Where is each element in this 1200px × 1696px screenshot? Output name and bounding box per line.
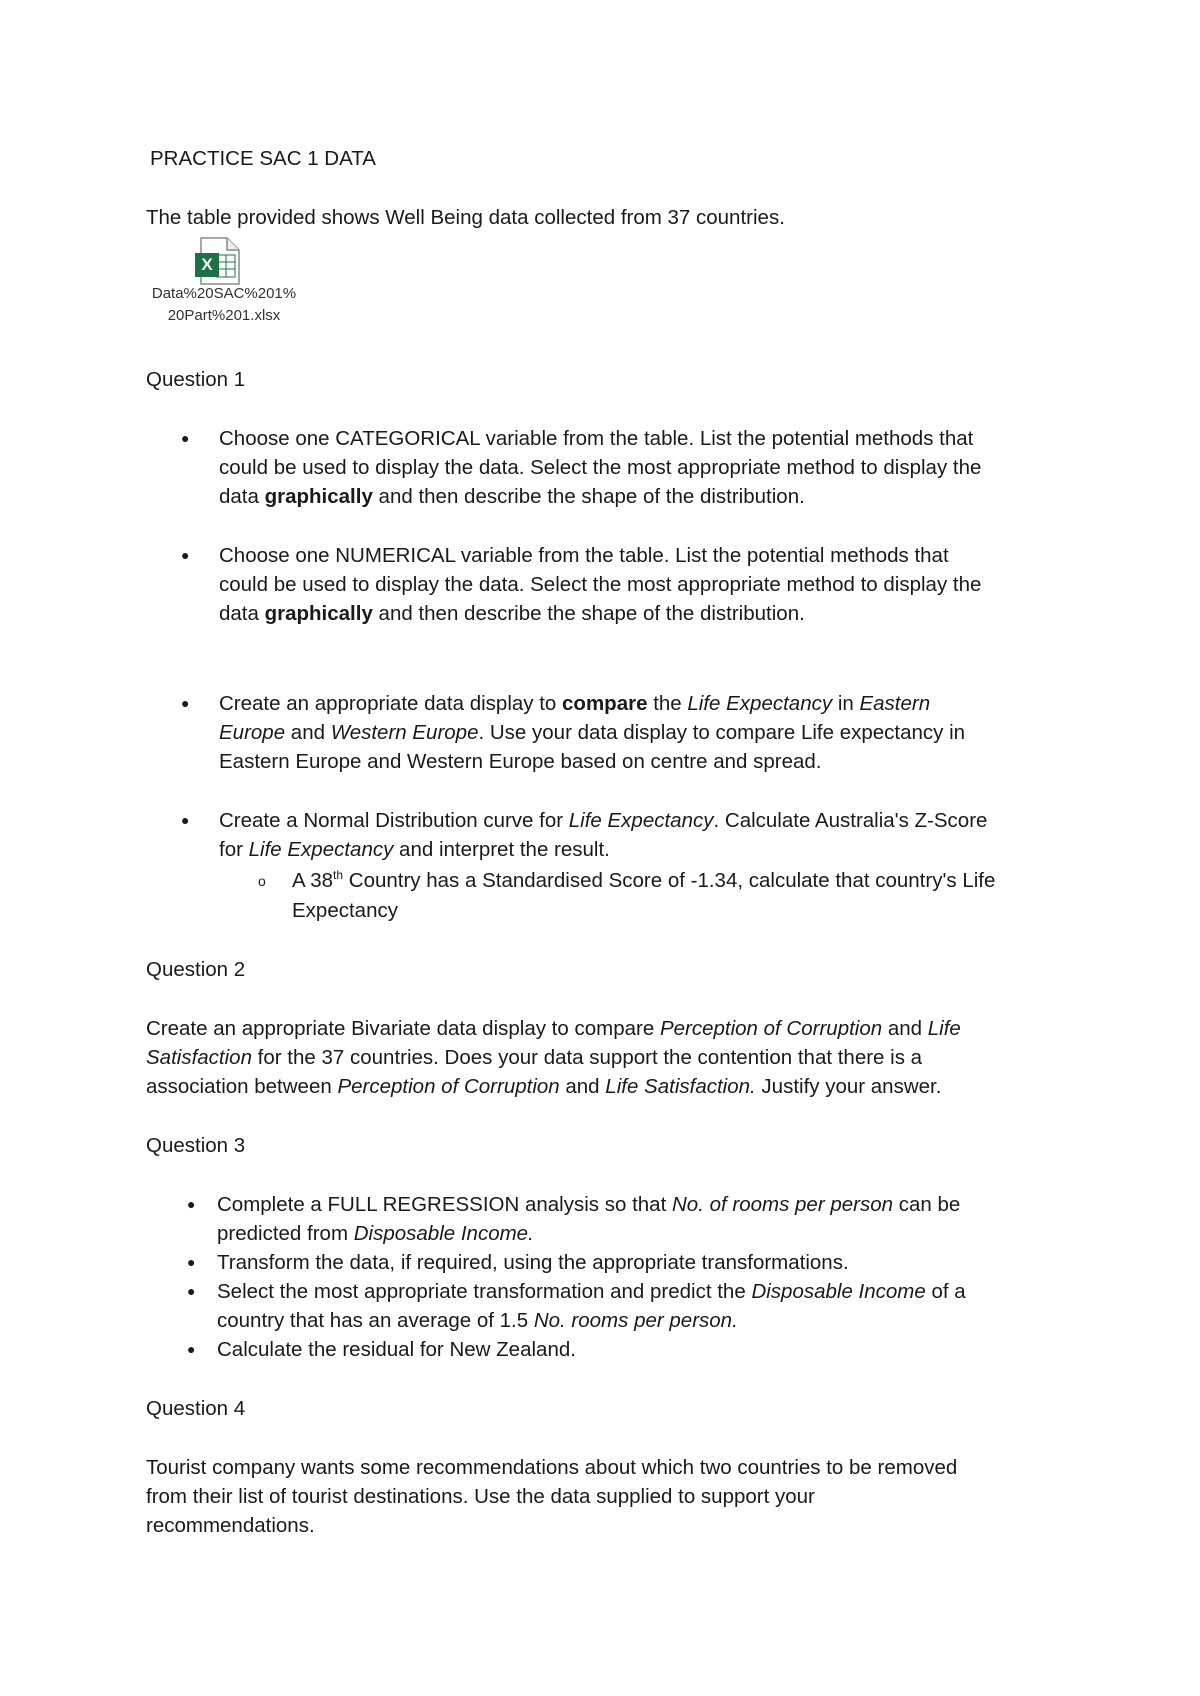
q4-line1: Tourist company wants some recommendations about which two countries to be removed (146, 1456, 958, 1479)
italic-run: Perception of Corruption (337, 1075, 560, 1098)
text-run: and (882, 1017, 928, 1040)
bullet-icon: ● (187, 1283, 196, 1299)
text-run: and then describe the shape of the distribution. (372, 602, 805, 625)
italic-run: Perception of Corruption (659, 1017, 883, 1040)
attachment-filename-line2[interactable]: 20Part%201.xlsx (167, 307, 281, 324)
bold-run: graphically (264, 485, 373, 508)
q1-bullet2-line2: could be used to display the data. Select the most appropriate method to display the (219, 573, 982, 596)
q4-line2: from their list of tourist destinations. Use the data supplied to support your (146, 1485, 815, 1508)
italic-run: Life Expectancy (687, 692, 833, 715)
italic-run: No. rooms per person. (533, 1309, 738, 1332)
text-run: data (219, 485, 265, 508)
bold-run: compare (562, 692, 648, 715)
bullet-icon: ● (181, 695, 190, 711)
page-title: PRACTICE SAC 1 DATA (150, 147, 376, 170)
text-run: of a (925, 1280, 966, 1303)
text-run: and (285, 721, 331, 744)
bullet-icon: ● (181, 812, 190, 828)
text-run: Create an appropriate Bivariate data display to compare (146, 1017, 660, 1040)
question-3-heading: Question 3 (146, 1134, 246, 1157)
superscript: th (333, 868, 344, 882)
q1-bullet4-sub-line2: Expectancy (292, 899, 398, 922)
q1-bullet2-line3 (219, 599, 805, 628)
text-run: Select the most appropriate transformation and predict the (217, 1280, 752, 1303)
question-4-heading: Question 4 (146, 1397, 246, 1420)
text-run: for (219, 838, 249, 861)
text-run: for the 37 countries. Does your data support the contention that there is a (251, 1046, 923, 1069)
q4-line3: recommendations. (146, 1514, 315, 1537)
bullet-icon: ● (187, 1341, 196, 1357)
q3-bullet2: Transform the data, if required, using the appropriate transformations. (217, 1251, 849, 1274)
italic-run: Western Europe (330, 721, 479, 744)
text-run: data (219, 602, 265, 625)
bold-run: graphically (264, 602, 373, 625)
text-run: A 38 (292, 869, 334, 892)
text-run: Complete a FULL REGRESSION analysis so that (217, 1193, 672, 1216)
attachment-filename-line1[interactable]: Data%20SAC%201% (151, 285, 297, 302)
q2-line2 (146, 1043, 922, 1072)
q1-bullet3-line2 (219, 718, 965, 747)
text-run: and then describe the shape of the distribution. (372, 485, 805, 508)
text-run: the (647, 692, 688, 715)
text-run: Country has a Standardised Score of -1.34, calculate that country's Life (343, 869, 996, 892)
text-run: in (832, 692, 860, 715)
text-run: Create a Normal Distribution curve for (219, 809, 569, 832)
text-run: Justify your answer. (755, 1075, 942, 1098)
text-run: country that has an average of 1.5 (217, 1309, 534, 1332)
q3-bullet1-line1 (217, 1190, 960, 1219)
italic-run: Eastern (859, 692, 931, 715)
intro-text: The table provided shows Well Being data collected from 37 countries. (146, 206, 785, 229)
text-run: . Use your data display to compare Life expectancy in (478, 721, 966, 744)
text-run: . Calculate Australia's Z-Score (713, 809, 988, 832)
text-run: Create an appropriate data display to (219, 692, 563, 715)
text-run: predicted from (217, 1222, 354, 1245)
bullet-icon: ● (181, 547, 190, 563)
italic-run: Life Expectancy (568, 809, 714, 832)
italic-run: Disposable Income. (353, 1222, 534, 1245)
italic-run: Life Satisfaction. (605, 1075, 756, 1098)
sub-bullet-icon: o (258, 873, 266, 889)
text-run: and interpret the result. (393, 838, 610, 861)
excel-icon-letter: X (201, 255, 213, 274)
question-1-heading: Question 1 (146, 368, 246, 391)
q1-bullet4-sub-line1 (292, 866, 995, 895)
italic-run: Disposable Income (751, 1280, 926, 1303)
q1-bullet2-line1: Choose one NUMERICAL variable from the table. List the potential methods that (219, 544, 949, 567)
italic-run: Satisfaction (146, 1046, 252, 1069)
q1-bullet4-line1 (219, 806, 987, 835)
q1-bullet1-line2: could be used to display the data. Select the most appropriate method to display the (219, 456, 982, 479)
q1-bullet1-line3 (219, 482, 805, 511)
q1-bullet4-line2 (219, 835, 610, 864)
q3-bullet4: Calculate the residual for New Zealand. (217, 1338, 576, 1361)
bullet-icon: ● (181, 430, 190, 446)
q1-bullet1-line1: Choose one CATEGORICAL variable from the table. List the potential methods that (219, 427, 974, 450)
q3-bullet3-line1 (217, 1277, 966, 1306)
text-run: association between (146, 1075, 338, 1098)
q1-bullet3-line1 (219, 689, 930, 718)
italic-run: Life (927, 1017, 961, 1040)
excel-attachment-icon[interactable] (195, 237, 241, 285)
bullet-icon: ● (187, 1254, 196, 1270)
question-2-heading: Question 2 (146, 958, 246, 981)
italic-run: Europe (219, 721, 286, 744)
text-run: can be (893, 1193, 961, 1216)
bullet-icon: ● (187, 1196, 196, 1212)
q1-bullet3-line3: Eastern Europe and Western Europe based on centre and spread. (219, 750, 822, 773)
text-run: and (559, 1075, 606, 1098)
q3-bullet3-line2 (217, 1306, 738, 1335)
italic-run: No. of rooms per person (671, 1193, 894, 1216)
q2-line3 (146, 1072, 941, 1101)
q3-bullet1-line2 (217, 1219, 534, 1248)
italic-run: Life Expectancy (248, 838, 394, 861)
q2-line1 (146, 1014, 961, 1043)
